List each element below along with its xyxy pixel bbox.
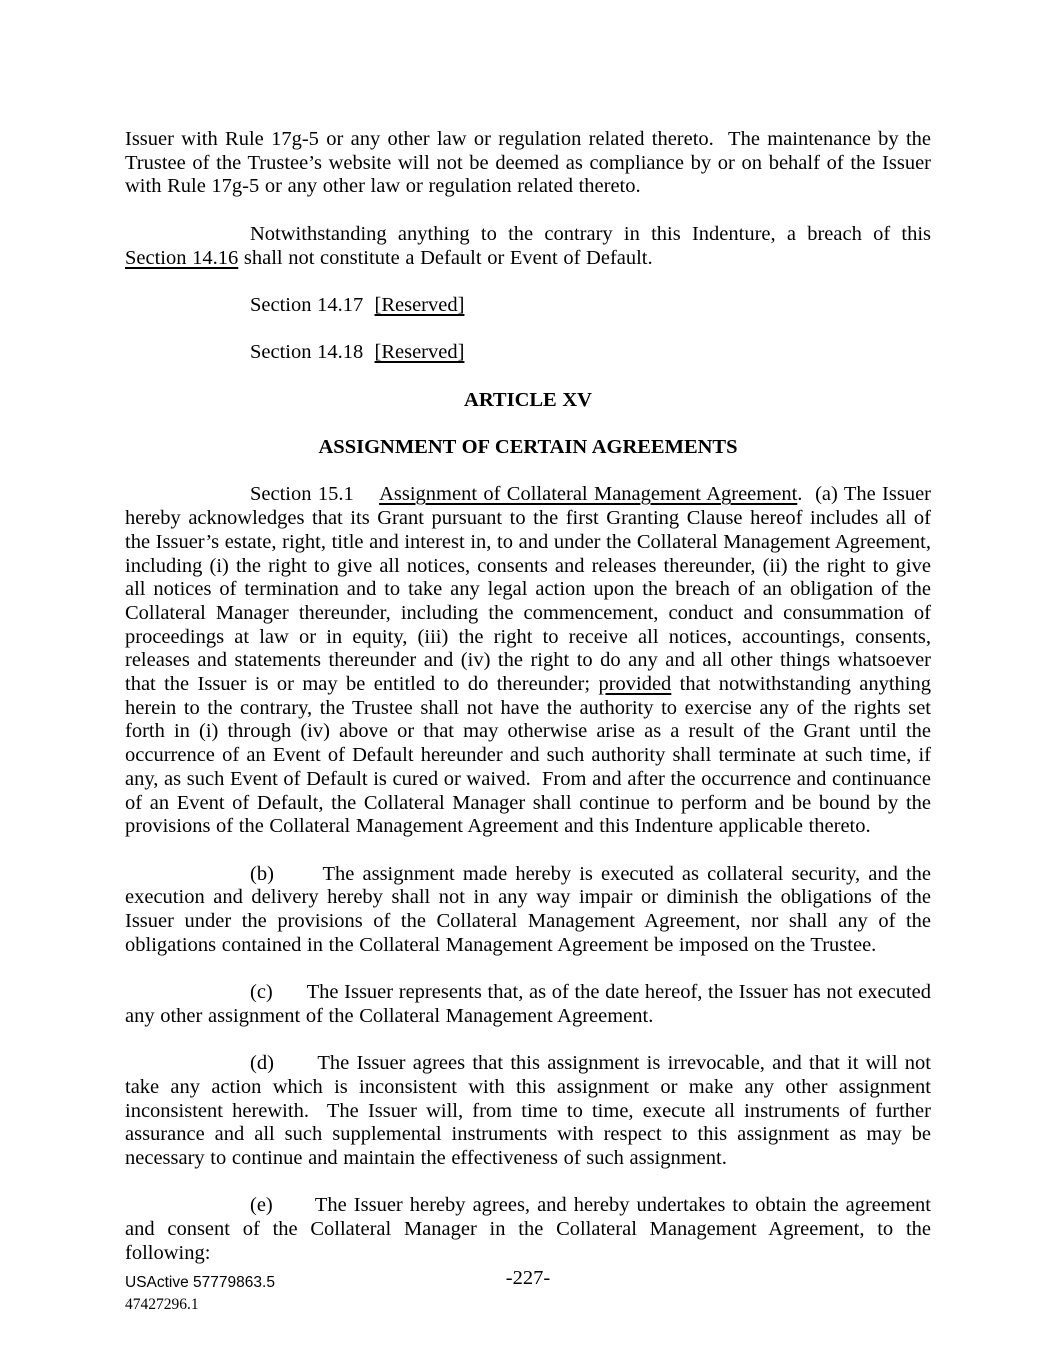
text-run: . (a) The Issuer hereby acknowledges that its Grant pursuant to the first Granting Clause hereof includes all of the Issuer’s estate, right, title and interest in, to and under the Collateral Management Agreement, including (i) the right to give all notices, consents and releases thereunder, (ii) the right to give all notices of termination and to take any legal action upon the breach of an obligation of the Collateral Manager thereunder, including the commencement, conduct and consummation of proceedings at law or in equity, (iii) the right to receive all notices, accountings, consents, releases and statements thereunder and (iv) the right to do any and all other things whatsoever that the Issuer is or may be entitled to do thereunder; (125, 483, 931, 696)
heading-text: ARTICLE XV (464, 388, 592, 411)
text-run: (e) The Issuer hereby agrees, and hereby undertakes to obtain the agreement and consent of the Collateral Manager in the Collateral Management Agreement, to the following: (125, 1194, 931, 1264)
text-run: shall not constitute a Default or Event of Default. (238, 246, 653, 269)
text-run: Section 15.1 (250, 483, 380, 506)
paragraph (125, 341, 931, 365)
underlined-text: provided (598, 673, 672, 696)
paragraph (125, 294, 931, 318)
paragraph (125, 223, 931, 270)
text-run: Section 14.17 (250, 293, 375, 316)
paragraph (125, 1052, 931, 1171)
underlined-text: Section 14.16 (125, 246, 239, 269)
text-run: (c) The Issuer represents that, as of the date hereof, the Issuer has not executed any other assignment of the Collateral Management Agreement. (125, 981, 931, 1027)
text-run: Notwithstanding anything to the contrary in this Indenture, a breach of this (250, 222, 931, 245)
section-heading (125, 436, 931, 460)
paragraph (125, 981, 931, 1028)
text-run: (b) The assignment made hereby is executed as collateral security, and the execution and delivery hereby shall not in any way impair or diminish the obligations of the Issuer under the provisions of the Collateral Management Agreement, nor shall any of the obligations contained in the Collateral Management Agreement be imposed on the Trustee. (125, 862, 931, 956)
footer-page-number: -227- (505, 1267, 551, 1289)
document-body (125, 128, 931, 1266)
footer-doc-id-secondary: 47427296.1 (125, 1296, 199, 1313)
heading-text: ASSIGNMENT OF CERTAIN AGREEMENTS (318, 436, 738, 459)
text-run: that notwithstanding anything herein to the contrary, the Trustee shall not have the authority to exercise any of the rights set forth in (i) through (iv) above or that may otherwise arise as a result of the Grant until the occurrence of an Event of Default hereunder and such authority shall terminate at such time, if any, as such Event of Default is cured or waived. From and after the occurrence and continuance of an Event of Default, the Collateral Manager shall continue to perform and be bound by the provisions of the Collateral Management Agreement and this Indenture applicable thereto. (125, 673, 931, 838)
underlined-text: Assignment of Collateral Management Agreement (379, 483, 798, 506)
text-run: Issuer with Rule 17g-5 or any other law or regulation related thereto. The maintenance by the Trustee of the Trustee’s website will not be deemed as compliance by or on behalf of the Issuer with Rule 17g-5 or any other law or regulation related thereto. (125, 128, 931, 198)
footer-doc-id-primary: USActive 57779863.5 (125, 1274, 275, 1291)
underlined-text: [Reserved] (374, 293, 465, 316)
paragraph (125, 863, 931, 958)
paragraph (125, 128, 931, 199)
text-run: Section 14.18 (250, 341, 375, 364)
underlined-text: [Reserved] (374, 341, 465, 364)
paragraph (125, 1194, 931, 1265)
text-run: (d) The Issuer agrees that this assignment is irrevocable, and that it will not take any action which is inconsistent with this assignment or make any other assignment inconsistent herewith. The Issuer will, from time to time, execute all instruments of further assurance and all such supplemental instruments with respect to this assignment as may be necessary to continue and maintain the effectiveness of such assignment. (125, 1052, 931, 1170)
section-heading (125, 389, 931, 413)
paragraph (125, 483, 931, 839)
